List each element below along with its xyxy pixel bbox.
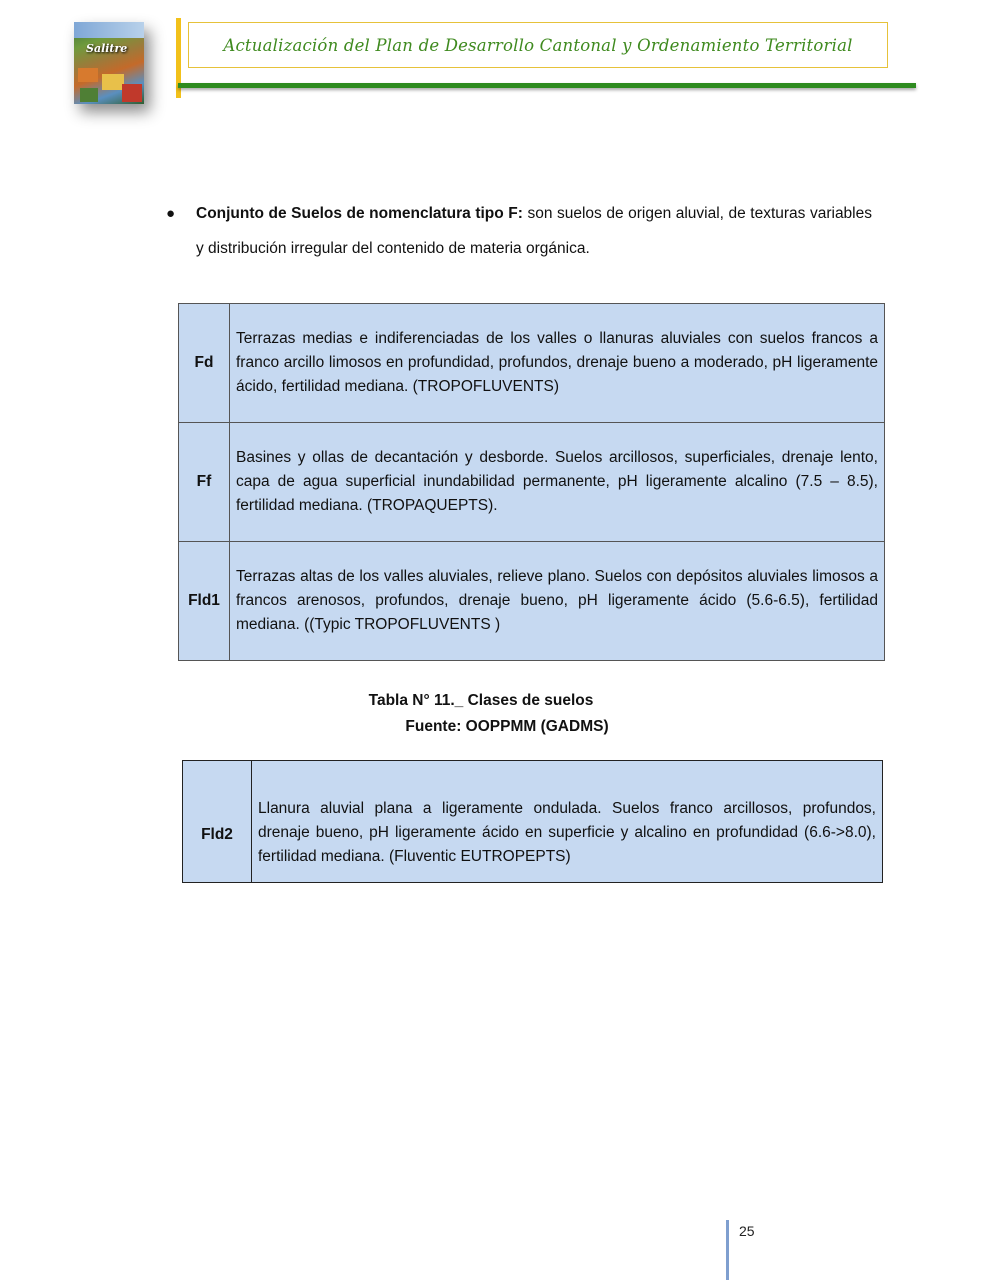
table-row	[183, 761, 883, 883]
salitre-logo	[74, 22, 144, 104]
soil-description: Basines y ollas de decantación y desborde. Suelos arcillosos, superficiales, drenaje lento, capa de agua superficial inundabilidad permanente, pH ligeramente alcalino (7.5 – 8.5), fertilidad mediana. (TROPAQUEPTS).	[230, 423, 885, 542]
bullet-icon: ●	[166, 205, 176, 222]
soil-code: Fld2	[183, 761, 252, 883]
header-rule	[178, 83, 916, 88]
bullet-paragraph	[166, 196, 872, 266]
header-title-box	[188, 22, 888, 68]
soil-description: Terrazas altas de los valles aluviales, relieve plano. Suelos con depósitos aluviales limosos a francos arenosos, profundos, drenaje bueno, pH ligeramente ácido (5.6-6.5), fertilidad mediana. ((Typic TROPOFLUVENTS )	[230, 542, 885, 661]
logo-text: Salitre	[86, 42, 128, 55]
bullet-lead: Conjunto de Suelos de nomenclatura tipo F:	[196, 205, 523, 222]
document-title: Actualización del Plan de Desarrollo Cantonal y Ordenamiento Territorial	[223, 35, 853, 55]
soil-code: Ff	[179, 423, 230, 542]
table-row	[179, 304, 885, 423]
page-number: 25	[739, 1223, 755, 1239]
bullet-rest: son suelos de origen aluvial, de texturas variables y distribución irregular del contenido de materia orgánica.	[196, 205, 872, 257]
soil-classes-table	[178, 303, 885, 661]
soil-description: Llanura aluvial plana a ligeramente ondulada. Suelos franco arcillosos, profundos, drenaje bueno, pH ligeramente ácido en superficie y alcalino en profundidad (6.6->8.0), fertilidad mediana. (Fluventic EUTROPEPTS)	[252, 761, 883, 883]
table-row	[179, 423, 885, 542]
table-source: Fuente: OOPPMM (GADMS)	[405, 718, 609, 735]
table-caption: Tabla N° 11._ Clases de suelos	[368, 692, 594, 709]
footer-rule	[726, 1220, 729, 1280]
soil-code: Fd	[179, 304, 230, 423]
soil-classes-table-2	[182, 760, 883, 883]
table-row	[179, 542, 885, 661]
soil-code: Fld1	[179, 542, 230, 661]
soil-description: Terrazas medias e indiferenciadas de los valles o llanuras aluviales con suelos francos a franco arcillo limosos en profundidad, profundos, drenaje bueno a moderado, pH ligeramente ácido, fertilidad mediana. (TROPOFLUVENTS)	[230, 304, 885, 423]
bullet-text	[196, 196, 872, 266]
